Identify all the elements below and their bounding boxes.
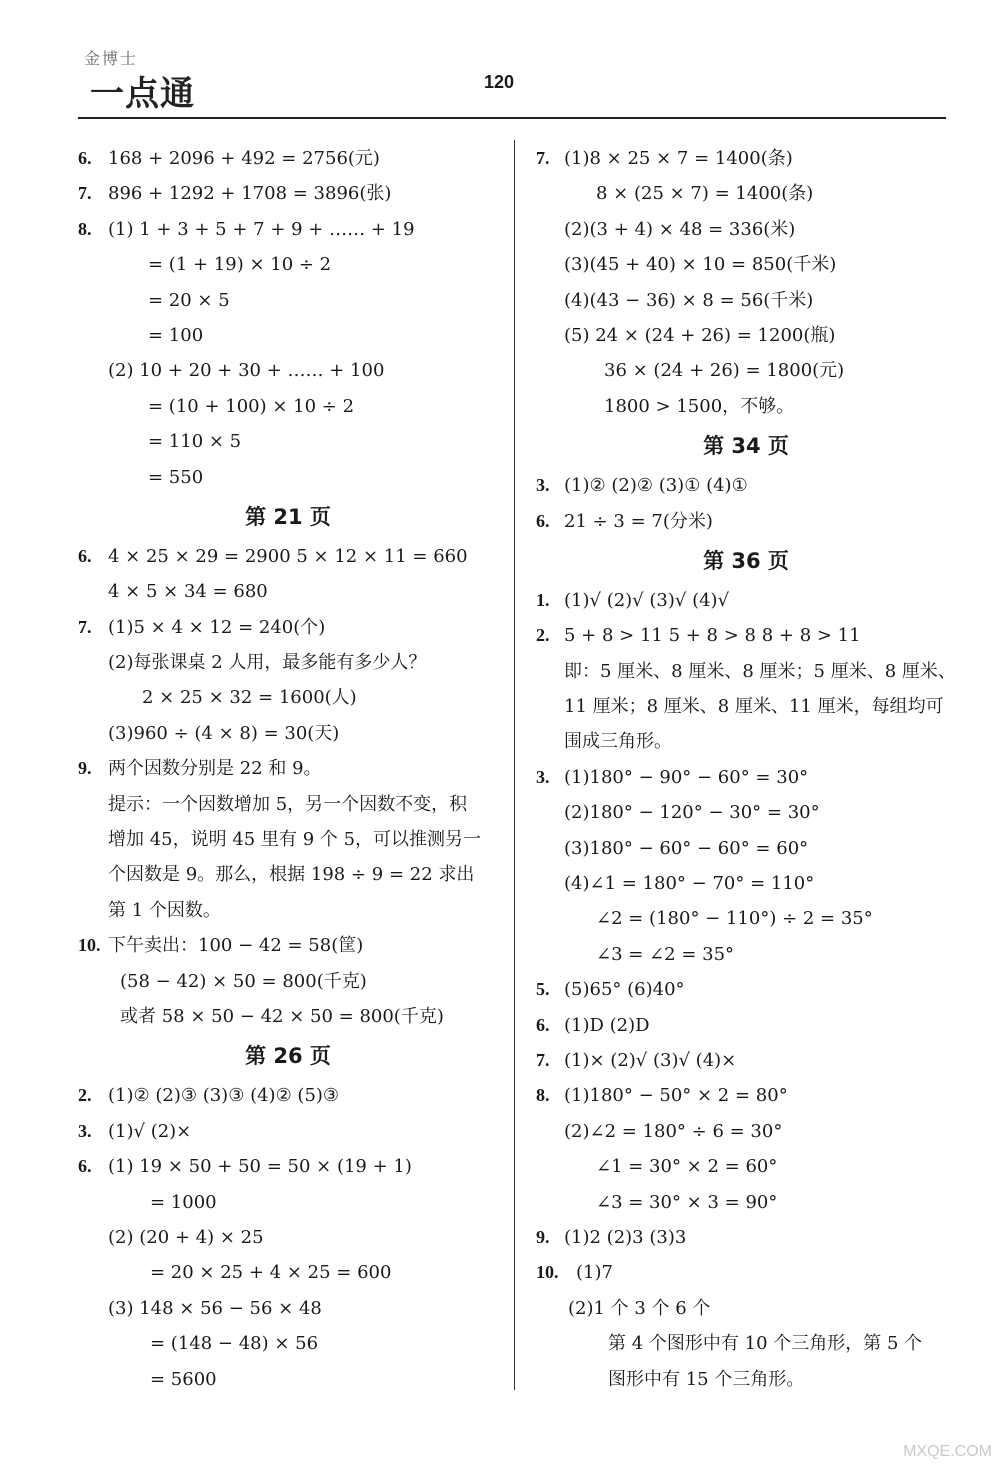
answer-text: 围成三角形。	[564, 731, 672, 753]
answer-text: (3)180° − 60° − 60° = 60°	[564, 837, 809, 859]
answer-line	[536, 141, 956, 176]
answer-text: 个因数是 9。那么，根据 198 ÷ 9 = 22 求出	[108, 864, 475, 886]
answer-text: ∠3 = 30° × 3 = 90°	[596, 1191, 778, 1213]
question-number: 1.	[536, 589, 550, 610]
answer-text: (3) 148 × 56 − 56 × 48	[108, 1297, 322, 1319]
logo-subtitle: 金博士	[84, 49, 139, 68]
question-number: 8.	[78, 218, 92, 239]
answer-line	[536, 212, 956, 247]
answer-line	[78, 1149, 498, 1184]
answer-text: (1)180° − 50° × 2 = 80°	[564, 1085, 788, 1107]
right-column	[536, 141, 956, 1397]
left-column	[78, 141, 498, 1397]
answer-text: ∠2 = (180° − 110°) ÷ 2 = 35°	[596, 908, 873, 930]
question-number: 2.	[78, 1085, 92, 1106]
question-number: 7.	[78, 183, 92, 204]
answer-text: 4 × 25 × 29 = 2900 5 × 12 × 11 = 660	[108, 545, 468, 567]
answer-text: = (1 + 19) × 10 ÷ 2	[148, 254, 332, 276]
answer-line	[78, 1114, 498, 1149]
answer-text: (2)∠2 = 180° ÷ 6 = 30°	[564, 1120, 783, 1142]
answer-line	[536, 1255, 956, 1290]
answer-text: (1)× (2)√ (3)√ (4)×	[564, 1049, 737, 1071]
answer-line	[78, 283, 498, 318]
answer-text: (1)7	[576, 1262, 613, 1284]
question-number: 6.	[78, 545, 92, 566]
section-heading: 第 34 页	[703, 434, 789, 459]
question-number: 6.	[78, 1156, 92, 1177]
answer-text: 即：5 厘米、8 厘米、8 厘米；5 厘米、8 厘米、	[564, 660, 956, 682]
question-number: 10.	[78, 935, 101, 956]
answer-text: (1)② (2)③ (3)③ (4)② (5)③	[108, 1085, 340, 1107]
answer-text: (1) 19 × 50 + 50 = 50 × (19 + 1)	[108, 1156, 412, 1178]
question-number: 8.	[536, 1085, 550, 1106]
answer-line	[78, 574, 498, 609]
answer-text: 168 + 2096 + 492 = 2756(元)	[108, 148, 380, 169]
answer-text: (2) 10 + 20 + 30 + …… + 100	[108, 360, 385, 382]
answer-text: 2 × 25 × 32 = 1600(人)	[142, 687, 357, 709]
answer-line	[78, 928, 498, 963]
question-number: 7.	[536, 148, 550, 168]
answer-text: = 5600	[150, 1368, 217, 1390]
answer-line	[78, 1220, 498, 1255]
answer-line	[78, 645, 498, 680]
answer-line	[78, 176, 498, 211]
question-number: 5.	[536, 979, 550, 1000]
answer-text: (1)180° − 90° − 60° = 30°	[564, 766, 809, 788]
answer-line	[78, 610, 498, 645]
answer-text: 11 厘米；8 厘米、8 厘米、11 厘米，每组均可	[564, 696, 944, 718]
answer-line	[78, 141, 498, 176]
page-number: 120	[484, 72, 515, 92]
answer-line	[536, 1078, 956, 1113]
answer-line	[78, 424, 498, 459]
answer-text: (1)5 × 4 × 12 = 240(个)	[108, 616, 326, 638]
answer-text: (2)每张课桌 2 人用，最多能有多少人？	[108, 652, 427, 674]
answer-text: 或者 58 × 50 − 42 × 50 = 800(千克)	[120, 1005, 444, 1027]
section-heading: 第 21 页	[245, 504, 331, 529]
question-number: 3.	[536, 766, 550, 787]
answer-text: ∠1 = 30° × 2 = 60°	[596, 1156, 778, 1178]
answer-line	[536, 247, 956, 282]
answer-text: (1)D (2)D	[564, 1014, 650, 1036]
answer-line	[78, 1291, 498, 1326]
answer-line	[536, 795, 956, 830]
answer-text: 5 + 8 > 11 5 + 8 > 8 8 + 8 > 11	[564, 625, 861, 647]
answer-text: (3)960 ÷ (4 × 8) = 30(天)	[108, 722, 340, 744]
question-number: 6.	[78, 148, 92, 168]
question-number: 7.	[78, 616, 92, 637]
answer-line	[78, 1255, 498, 1290]
answer-line	[78, 1078, 498, 1113]
answer-text: (5) 24 × (24 + 26) = 1200(瓶)	[564, 324, 836, 346]
answer-line	[536, 389, 956, 424]
answer-line	[78, 212, 498, 247]
answer-line	[78, 539, 498, 574]
answer-line	[78, 247, 498, 282]
answer-text: 1800 > 1500，不够。	[604, 395, 795, 417]
question-number: 3.	[78, 1120, 92, 1141]
answer-line	[78, 822, 498, 857]
answer-text: = 1000	[150, 1191, 217, 1213]
answer-text: = 20 × 25 + 4 × 25 = 600	[150, 1262, 392, 1284]
answer-line	[78, 680, 498, 715]
answer-text: 21 ÷ 3 = 7(分米)	[564, 510, 713, 532]
answer-line	[536, 1149, 956, 1184]
question-number: 2.	[536, 625, 550, 646]
answer-text: (2)1 个 3 个 6 个	[568, 1297, 711, 1319]
answer-line	[78, 716, 498, 751]
answer-text: 下午卖出：100 − 42 = 58(筐)	[108, 935, 364, 957]
answer-line	[536, 1114, 956, 1149]
answer-line	[536, 1043, 956, 1078]
answer-line	[536, 1008, 956, 1043]
answer-text: (4)(43 − 36) × 8 = 56(千米)	[564, 289, 814, 311]
answer-line	[78, 318, 498, 353]
watermark: MXQE.COM	[903, 1443, 992, 1460]
answer-text: (3)(45 + 40) × 10 = 850(千米)	[564, 254, 837, 276]
answer-line	[536, 724, 956, 759]
answer-text: = (148 − 48) × 56	[150, 1333, 319, 1355]
answer-text: (2) (20 + 4) × 25	[108, 1226, 264, 1248]
answer-text: 增加 45，说明 45 里有 9 个 5，可以推测另一	[108, 829, 482, 851]
answer-line	[536, 760, 956, 795]
answer-line	[78, 751, 498, 786]
answer-line	[536, 353, 956, 388]
question-number: 6.	[536, 510, 550, 531]
answer-text: = 110 × 5	[148, 431, 242, 453]
section-heading: 第 26 页	[245, 1044, 331, 1069]
answer-text: = 550	[148, 466, 204, 488]
answer-line	[536, 972, 956, 1007]
answer-text: (4)∠1 = 180° − 70° = 110°	[564, 873, 815, 895]
answer-text: = (10 + 100) × 10 ÷ 2	[148, 395, 355, 417]
answer-line	[536, 1362, 956, 1397]
answer-line	[536, 866, 956, 901]
answer-text: (1)√ (2)√ (3)√ (4)√	[564, 589, 730, 611]
answer-text: (1)√ (2)×	[108, 1120, 192, 1142]
answer-text: = 100	[148, 324, 204, 346]
answer-line	[536, 901, 956, 936]
answer-line	[536, 1291, 956, 1326]
answer-text: 896 + 1292 + 1708 = 3896(张)	[108, 183, 392, 205]
section-heading: 第 36 页	[703, 548, 789, 573]
answer-text: 第 1 个因数。	[108, 899, 221, 921]
answer-line	[78, 787, 498, 822]
answer-line	[78, 353, 498, 388]
answer-line	[78, 1362, 498, 1397]
question-number: 6.	[536, 1014, 550, 1035]
answer-line	[536, 689, 956, 724]
answer-text: (58 − 42) × 50 = 800(千克)	[120, 970, 367, 992]
answer-line	[536, 318, 956, 353]
question-number: 3.	[536, 475, 550, 496]
question-number: 9.	[78, 758, 92, 779]
answer-line	[536, 831, 956, 866]
answer-text: (2)(3 + 4) × 48 = 336(米)	[564, 218, 796, 240]
answer-text: (2)180° − 120° − 30° = 30°	[564, 802, 820, 824]
answer-text: 图形中有 15 个三角形。	[608, 1368, 805, 1390]
answer-text: (1)② (2)② (3)① (4)①	[564, 475, 748, 497]
question-number: 10.	[536, 1262, 559, 1283]
answer-text: = 20 × 5	[148, 289, 230, 311]
answer-text: 两个因数分别是 22 和 9。	[108, 758, 322, 780]
answer-text: 8 × (25 × 7) = 1400(条)	[596, 183, 814, 205]
answer-line	[536, 583, 956, 618]
answer-text: 提示：一个因数增加 5，另一个因数不变，积	[108, 793, 468, 815]
answer-text: (1)2 (2)3 (3)3	[564, 1226, 687, 1248]
answer-line	[536, 937, 956, 972]
answer-line	[536, 1185, 956, 1220]
answer-line	[536, 283, 956, 318]
answer-line	[78, 1185, 498, 1220]
answer-text: (1) 1 + 3 + 5 + 7 + 9 + …… + 19	[108, 218, 415, 240]
answer-line	[536, 468, 956, 503]
answer-line	[78, 964, 498, 999]
answer-text: 第 4 个图形中有 10 个三角形，第 5 个	[608, 1333, 923, 1355]
answer-text: 4 × 5 × 34 = 680	[108, 581, 268, 603]
answer-line	[78, 999, 498, 1034]
answer-line	[536, 1220, 956, 1255]
answer-line	[78, 1326, 498, 1361]
logo-title: 一点通	[90, 74, 195, 114]
answer-line	[536, 618, 956, 653]
answer-line	[536, 1326, 956, 1361]
question-number: 9.	[536, 1226, 550, 1247]
answer-line	[78, 460, 498, 495]
answer-line	[78, 389, 498, 424]
answer-text: (1)8 × 25 × 7 = 1400(条)	[564, 148, 793, 169]
answer-text: ∠3 = ∠2 = 35°	[596, 943, 735, 965]
header-rule	[78, 117, 946, 119]
answer-line	[78, 857, 498, 892]
answer-line	[78, 893, 498, 928]
answer-text: 36 × (24 + 26) = 1800(元)	[604, 360, 845, 382]
answer-line	[536, 504, 956, 539]
answer-line	[536, 176, 956, 211]
logo	[82, 46, 232, 114]
question-number: 7.	[536, 1049, 550, 1070]
answer-text: (5)65° (6)40°	[564, 979, 685, 1001]
column-divider	[514, 140, 515, 1390]
answer-line	[536, 654, 956, 689]
